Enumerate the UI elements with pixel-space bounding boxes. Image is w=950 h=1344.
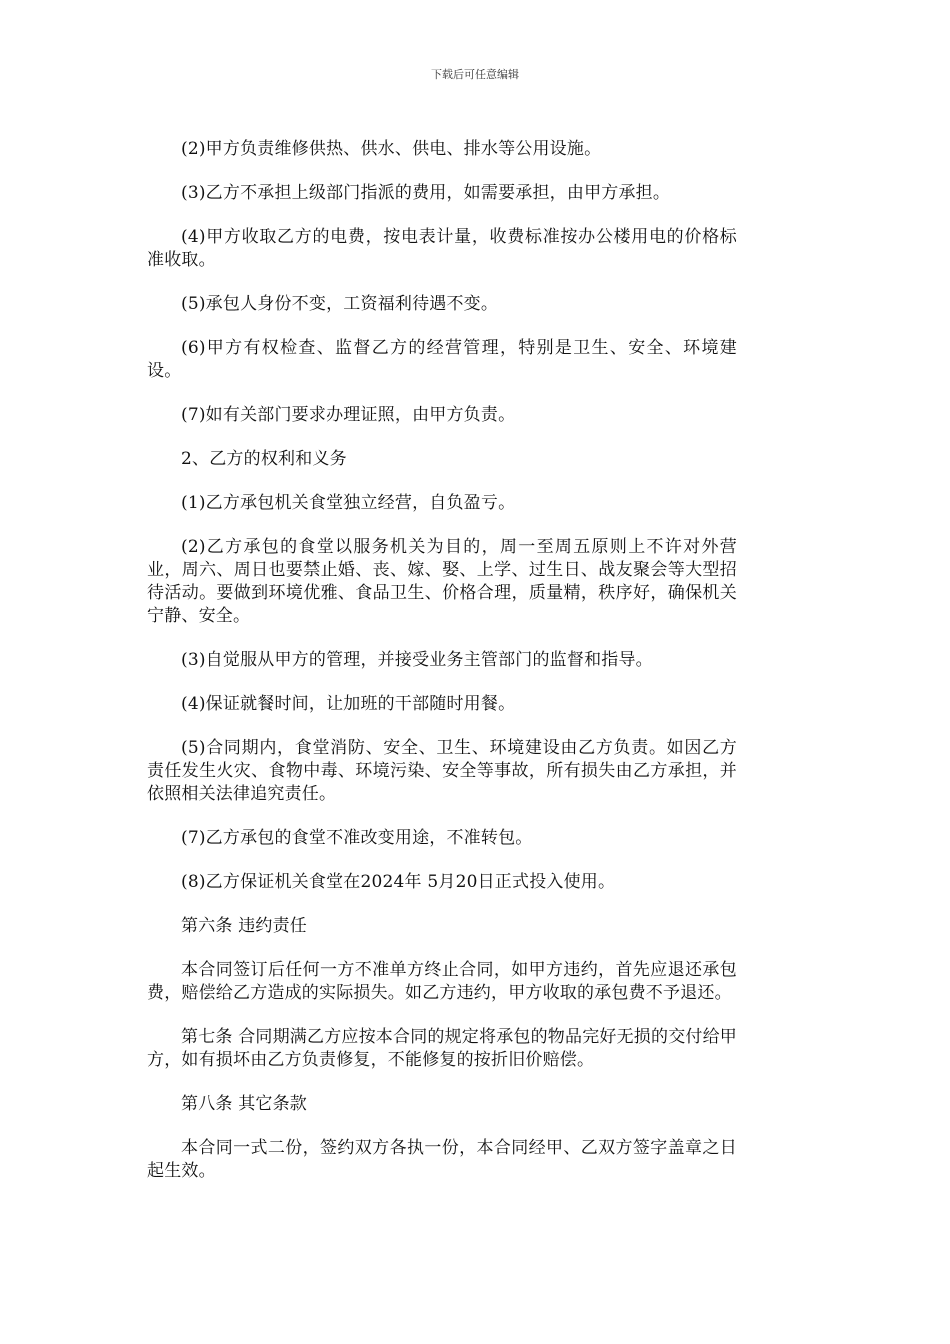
article-7-body: 第七条 合同期满乙方应按本合同的规定将承包的物品完好无损的交付给甲方，如有损坏由乙方负责修复，不能修复的按折旧价赔偿。 xyxy=(147,1027,738,1070)
paragraph-b-clause-8: (8)乙方保证机关食堂在2024年 5月20日正式投入使用。 xyxy=(181,872,616,892)
paragraph-b-clause-1: (1)乙方承包机关食堂独立经营，自负盈亏。 xyxy=(181,493,516,513)
article-8-body: 本合同一式二份，签约双方各执一份，本合同经甲、乙双方签字盖章之日起生效。 xyxy=(147,1138,737,1181)
paragraph-clause-4: (4)甲方收取乙方的电费，按电表计量，收费标准按办公楼用电的价格标准收取。 xyxy=(147,227,737,270)
paragraph-b-clause-7: (7)乙方承包的食堂不准改变用途，不准转包。 xyxy=(181,828,533,848)
paragraph-b-clause-4: (4)保证就餐时间，让加班的干部随时用餐。 xyxy=(181,694,516,714)
section-heading-party-b-rights: 2、乙方的权利和义务 xyxy=(181,449,347,469)
paragraph-b-clause-3: (3)自觉服从甲方的管理，并接受业务主管部门的监督和指导。 xyxy=(181,650,653,670)
paragraph-clause-3: (3)乙方不承担上级部门指派的费用，如需要承担，由甲方承担。 xyxy=(181,183,671,203)
paragraph-clause-2: (2)甲方负责维修供热、供水、供电、排水等公用设施。 xyxy=(181,139,602,159)
article-6-heading: 第六条 违约责任 xyxy=(181,916,308,936)
paragraph-b-clause-5: (5)合同期内，食堂消防、安全、卫生、环境建设由乙方负责。如因乙方责任发生火灾、食物中毒、环境污染、安全等事故，所有损失由乙方承担，并依照相关法律追究责任。 xyxy=(147,738,737,804)
page-header-note: 下载后可任意编辑 xyxy=(431,68,519,81)
paragraph-clause-5: (5)承包人身份不变，工资福利待遇不变。 xyxy=(181,294,499,314)
document-body xyxy=(147,138,737,1204)
paragraph-b-clause-2: (2)乙方承包的食堂以服务机关为目的，周一至周五原则上不许对外营业，周六、周日也要禁止婚、丧、嫁、娶、上学、过生日、战友聚会等大型招待活动。要做到环境优雅、食品卫生、价格合理，质量精，秩序好，确保机关宁静、安全。 xyxy=(147,537,737,626)
article-8-heading: 第八条 其它条款 xyxy=(181,1094,308,1114)
article-6-body: 本合同签订后任何一方不准单方终止合同，如甲方违约，首先应退还承包费，赔偿给乙方造成的实际损失。如乙方违约，甲方收取的承包费不予退还。 xyxy=(147,960,737,1003)
paragraph-clause-6: (6)甲方有权检查、监督乙方的经营管理，特别是卫生、安全、环境建设。 xyxy=(147,338,737,381)
paragraph-clause-7: (7)如有关部门要求办理证照，由甲方负责。 xyxy=(181,405,516,425)
